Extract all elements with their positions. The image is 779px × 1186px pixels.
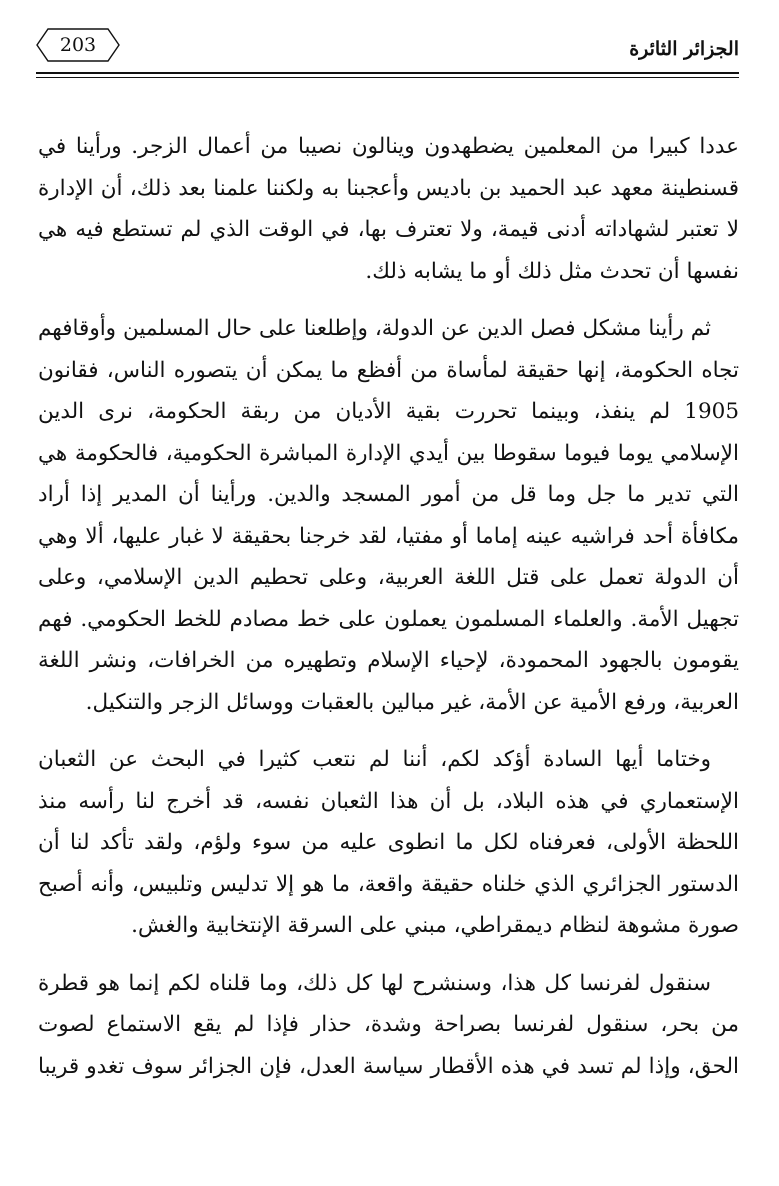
running-header <box>36 28 739 72</box>
paragraph: وختاما أيها السادة أؤكد لكم، أننا لم نتعب كثيرا في البحث عن الثعبان الإستعماري في هذه البلاد، بل أن هذا الثعبان نفسه، قد أخرج لنا رأسه منذ اللحظة الأولى، فعرفناه لكل ما انطوى عليه من سوء ولؤم، ولقد تأكد لنا أن الدستور الجزائري الذي خلناه حقيقة واقعة، ما هو إلا تدليس وتلبيس، وأنه أصبح صورة مشوهة لنظام ديمقراطي، مبني على السرقة الإنتخابية والغش. <box>38 747 739 938</box>
body-text <box>38 126 739 1103</box>
header-rule-thin <box>36 77 739 78</box>
book-title: الجزائر الثائرة <box>629 38 739 60</box>
page-number-badge <box>36 28 120 62</box>
paragraph: ثم رأينا مشكل فصل الدين عن الدولة، وإطلعنا على حال المسلمين وأوقافهم تجاه الحكومة، إنها حقيقة لمأساة من أفظع ما يمكن أن يتصوره الناس، فقانون 1905 لم ينفذ، وبينما تحررت بقية الأديان من ربقة الحكومة، نرى الدين الإسلامي يوما فيوما سقوطا بين أيدي الإدارة المباشرة الحكومية، فالحكومة هي التي تدير ما جل وما قل من أمور المسجد والدين. ورأينا أن المدير إذا أراد مكافأة أحد فراشيه عينه إماما أو مفتيا، لقد خرجنا بحقيقة لا غبار عليها، ألا وهي أن الدولة تعمل على قتل اللغة العربية، وعلى تحطيم الدين الإسلامي، وعلى تجهيل الأمة. والعلماء المسلمون يعملون على خط مصادم للخط الحكومي. فهم يقومون بالجهود المحمودة، لإحياء الإسلام وتطهيره من الخرافات، ونشر اللغة العربية، ورفع الأمية عن الأمة، غير مبالين بالعقبات ووسائل الزجر والتنكيل. <box>38 316 739 715</box>
page-number: 203 <box>59 34 97 56</box>
header-rule-thick <box>36 72 739 74</box>
paragraph: عددا كبيرا من المعلمين يضطهدون وينالون نصيبا من أعمال الزجر. ورأينا في قسنطينة معهد عبد الحميد بن باديس وأعجبنا به ولكننا علمنا بعد ذلك، أن الإدارة لا تعتبر لشهاداته أدنى قيمة، ولا تعترف بها، في الوقت الذي لم تستطع فيه هي نفسها أن تحدث مثل ذلك أو ما يشابه ذلك. <box>38 134 739 284</box>
paragraph: سنقول لفرنسا كل هذا، وسنشرح لها كل ذلك، وما قلناه لكم إنما هو قطرة من بحر، سنقول لفرنسا بصراحة وشدة، حذار فإذا لم يقع الاستماع لصوت الحق، وإذا لم تسد في هذه الأقطار سياسة العدل، فإن الجزائر سوف تغدو قريبا <box>38 970 739 1079</box>
